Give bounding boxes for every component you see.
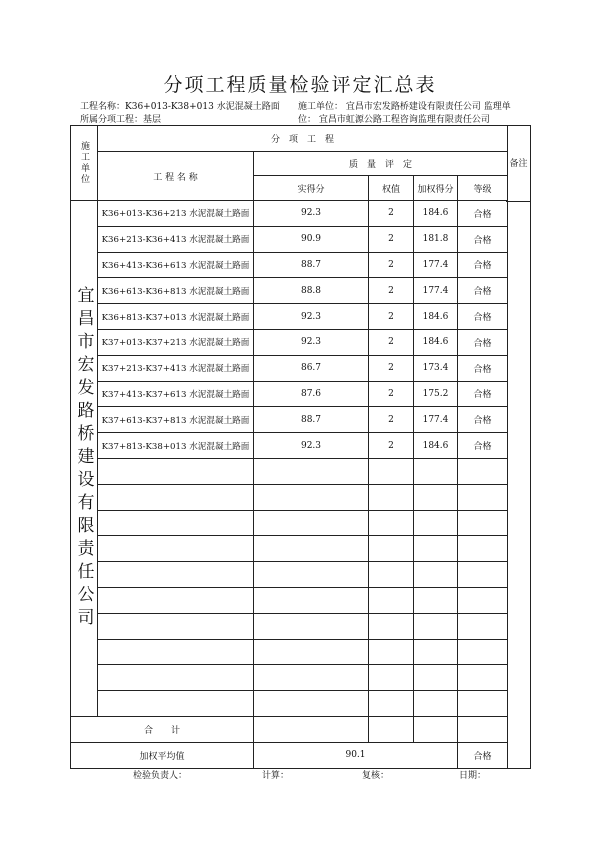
project-name-cell: K37+613-K37+813 水泥混凝土路面 bbox=[98, 407, 254, 433]
weighted-header: 加权得分 bbox=[414, 176, 458, 201]
summary-table bbox=[70, 125, 508, 769]
empty-cell bbox=[98, 665, 254, 691]
average-label: 加权平均值 bbox=[71, 742, 254, 768]
empty-row bbox=[71, 562, 508, 588]
grade-cell: 合格 bbox=[458, 304, 508, 330]
score-cell: 92.3 bbox=[254, 304, 369, 330]
score-cell: 86.7 bbox=[254, 355, 369, 381]
empty-row bbox=[71, 510, 508, 536]
empty-cell bbox=[98, 510, 254, 536]
empty-cell bbox=[414, 536, 458, 562]
weight-cell: 2 bbox=[369, 329, 414, 355]
grade-cell: 合格 bbox=[458, 407, 508, 433]
score-cell: 90.9 bbox=[254, 226, 369, 252]
weighted-cell: 173.4 bbox=[414, 355, 458, 381]
grade-header: 等级 bbox=[458, 176, 508, 201]
empty-cell bbox=[254, 639, 369, 665]
review-label: 复核： bbox=[362, 771, 390, 781]
weighted-cell: 177.4 bbox=[414, 407, 458, 433]
score-cell: 88.7 bbox=[254, 252, 369, 278]
empty-row bbox=[71, 484, 508, 510]
project-name-cell: K37+413-K37+613 水泥混凝土路面 bbox=[98, 381, 254, 407]
empty-cell bbox=[414, 510, 458, 536]
score-cell: 92.3 bbox=[254, 329, 369, 355]
table-row bbox=[71, 433, 508, 459]
average-value: 90.1 bbox=[254, 742, 458, 768]
weight-cell: 2 bbox=[369, 252, 414, 278]
empty-cell bbox=[98, 484, 254, 510]
weighted-cell: 184.6 bbox=[414, 304, 458, 330]
project-name-cell: K37+813-K38+013 水泥混凝土路面 bbox=[98, 433, 254, 459]
weight-cell: 2 bbox=[369, 381, 414, 407]
empty-cell bbox=[458, 458, 508, 484]
grade-cell: 合格 bbox=[458, 381, 508, 407]
empty-cell bbox=[254, 510, 369, 536]
calc-label: 计算： bbox=[262, 771, 290, 781]
project-name-cell: K36+213-K36+413 水泥混凝土路面 bbox=[98, 226, 254, 252]
total-cell bbox=[369, 716, 414, 742]
weighted-cell: 181.8 bbox=[414, 226, 458, 252]
empty-cell bbox=[254, 562, 369, 588]
empty-cell bbox=[458, 613, 508, 639]
empty-cell bbox=[98, 613, 254, 639]
weight-header: 权值 bbox=[369, 176, 414, 201]
empty-cell bbox=[254, 665, 369, 691]
empty-cell bbox=[254, 536, 369, 562]
project-name-cell: K36+413-K36+613 水泥混凝土路面 bbox=[98, 252, 254, 278]
table-row bbox=[71, 304, 508, 330]
empty-cell bbox=[254, 484, 369, 510]
grade-cell: 合格 bbox=[458, 226, 508, 252]
weight-cell: 2 bbox=[369, 304, 414, 330]
score-cell: 88.8 bbox=[254, 278, 369, 304]
grade-cell: 合格 bbox=[458, 252, 508, 278]
total-cell bbox=[254, 716, 369, 742]
score-cell: 87.6 bbox=[254, 381, 369, 407]
empty-cell bbox=[98, 562, 254, 588]
project-name-cell: K36+813-K37+013 水泥混凝土路面 bbox=[98, 304, 254, 330]
name-header: 工 程 名 称 bbox=[98, 152, 254, 201]
score-cell: 92.3 bbox=[254, 201, 369, 227]
empty-cell bbox=[98, 691, 254, 717]
empty-row bbox=[71, 665, 508, 691]
empty-cell bbox=[369, 562, 414, 588]
empty-row bbox=[71, 458, 508, 484]
total-row bbox=[71, 716, 508, 742]
project-name-cell: K37+013-K37+213 水泥混凝土路面 bbox=[98, 329, 254, 355]
empty-cell bbox=[414, 613, 458, 639]
construction-unit: 施工单位： 宜昌市宏发路桥建设有限责任公司 监理单 bbox=[298, 102, 511, 112]
project-name-cell: K36+013-K36+213 水泥混凝土路面 bbox=[98, 201, 254, 227]
weighted-cell: 177.4 bbox=[414, 278, 458, 304]
date-label: 日期： bbox=[459, 771, 487, 781]
empty-cell bbox=[414, 665, 458, 691]
remark-header: 备注 bbox=[509, 159, 528, 169]
weighted-cell: 184.6 bbox=[414, 329, 458, 355]
empty-row bbox=[71, 691, 508, 717]
unit-name: 宜昌市宏发路桥建设有限责任公司 bbox=[73, 285, 94, 631]
subproject-name: 所属分项工程：基层 bbox=[80, 115, 162, 125]
empty-cell bbox=[369, 587, 414, 613]
empty-cell bbox=[458, 691, 508, 717]
empty-cell bbox=[98, 639, 254, 665]
empty-cell bbox=[414, 639, 458, 665]
supervision-unit: 位： 宜昌市虹源公路工程咨询监理有限责任公司 bbox=[298, 115, 490, 125]
table-row bbox=[71, 252, 508, 278]
total-label: 合 计 bbox=[71, 716, 254, 742]
empty-cell bbox=[414, 691, 458, 717]
weight-cell: 2 bbox=[369, 433, 414, 459]
empty-row bbox=[71, 587, 508, 613]
table-row bbox=[71, 381, 508, 407]
weight-cell: 2 bbox=[369, 407, 414, 433]
weighted-cell: 184.6 bbox=[414, 201, 458, 227]
empty-row bbox=[71, 639, 508, 665]
average-grade: 合格 bbox=[458, 742, 508, 768]
unit-header: 施工单位 bbox=[71, 126, 98, 201]
average-row bbox=[71, 742, 508, 768]
weight-cell: 2 bbox=[369, 226, 414, 252]
score-cell: 88.7 bbox=[254, 407, 369, 433]
empty-cell bbox=[254, 613, 369, 639]
weight-cell: 2 bbox=[369, 355, 414, 381]
empty-cell bbox=[369, 613, 414, 639]
remark-column bbox=[506, 125, 531, 769]
empty-cell bbox=[369, 458, 414, 484]
empty-cell bbox=[414, 587, 458, 613]
empty-cell bbox=[458, 510, 508, 536]
empty-cell bbox=[254, 587, 369, 613]
table-row bbox=[71, 201, 508, 227]
empty-cell bbox=[98, 458, 254, 484]
empty-cell bbox=[414, 484, 458, 510]
table-row bbox=[71, 278, 508, 304]
weighted-cell: 184.6 bbox=[414, 433, 458, 459]
table-row bbox=[71, 226, 508, 252]
table-row bbox=[71, 407, 508, 433]
score-header: 实得分 bbox=[254, 176, 369, 201]
grade-cell: 合格 bbox=[458, 355, 508, 381]
empty-cell bbox=[369, 639, 414, 665]
empty-cell bbox=[458, 665, 508, 691]
empty-row bbox=[71, 613, 508, 639]
unit-name-cell bbox=[71, 201, 98, 717]
weighted-cell: 175.2 bbox=[414, 381, 458, 407]
project-name-cell: K36+613-K36+813 水泥混凝土路面 bbox=[98, 278, 254, 304]
total-cell bbox=[414, 716, 458, 742]
subitem-header: 分 项 工 程 bbox=[98, 126, 508, 152]
weight-cell: 2 bbox=[369, 278, 414, 304]
empty-cell bbox=[369, 665, 414, 691]
page-title: 分项工程质量检验评定汇总表 bbox=[163, 74, 437, 96]
inspector-label: 检验负责人： bbox=[133, 771, 188, 781]
quality-header: 质 量 评 定 bbox=[254, 152, 508, 176]
empty-cell bbox=[414, 458, 458, 484]
empty-cell bbox=[98, 536, 254, 562]
empty-row bbox=[71, 536, 508, 562]
empty-cell bbox=[254, 458, 369, 484]
empty-cell bbox=[369, 510, 414, 536]
empty-cell bbox=[458, 484, 508, 510]
grade-cell: 合格 bbox=[458, 329, 508, 355]
project-name-cell: K37+213-K37+413 水泥混凝土路面 bbox=[98, 355, 254, 381]
grade-cell: 合格 bbox=[458, 433, 508, 459]
empty-cell bbox=[369, 484, 414, 510]
grade-cell: 合格 bbox=[458, 278, 508, 304]
empty-cell bbox=[98, 587, 254, 613]
empty-cell bbox=[458, 536, 508, 562]
empty-cell bbox=[458, 587, 508, 613]
empty-cell bbox=[458, 639, 508, 665]
table-row bbox=[71, 355, 508, 381]
total-cell bbox=[458, 716, 508, 742]
empty-cell bbox=[414, 562, 458, 588]
empty-cell bbox=[369, 691, 414, 717]
empty-cell bbox=[369, 536, 414, 562]
empty-cell bbox=[254, 691, 369, 717]
weighted-cell: 177.4 bbox=[414, 252, 458, 278]
empty-cell bbox=[458, 562, 508, 588]
grade-cell: 合格 bbox=[458, 201, 508, 227]
project-name: 工程名称：K36+013-K38+013 水泥混凝土路面 bbox=[80, 102, 280, 112]
table-row bbox=[71, 329, 508, 355]
weight-cell: 2 bbox=[369, 201, 414, 227]
score-cell: 92.3 bbox=[254, 433, 369, 459]
